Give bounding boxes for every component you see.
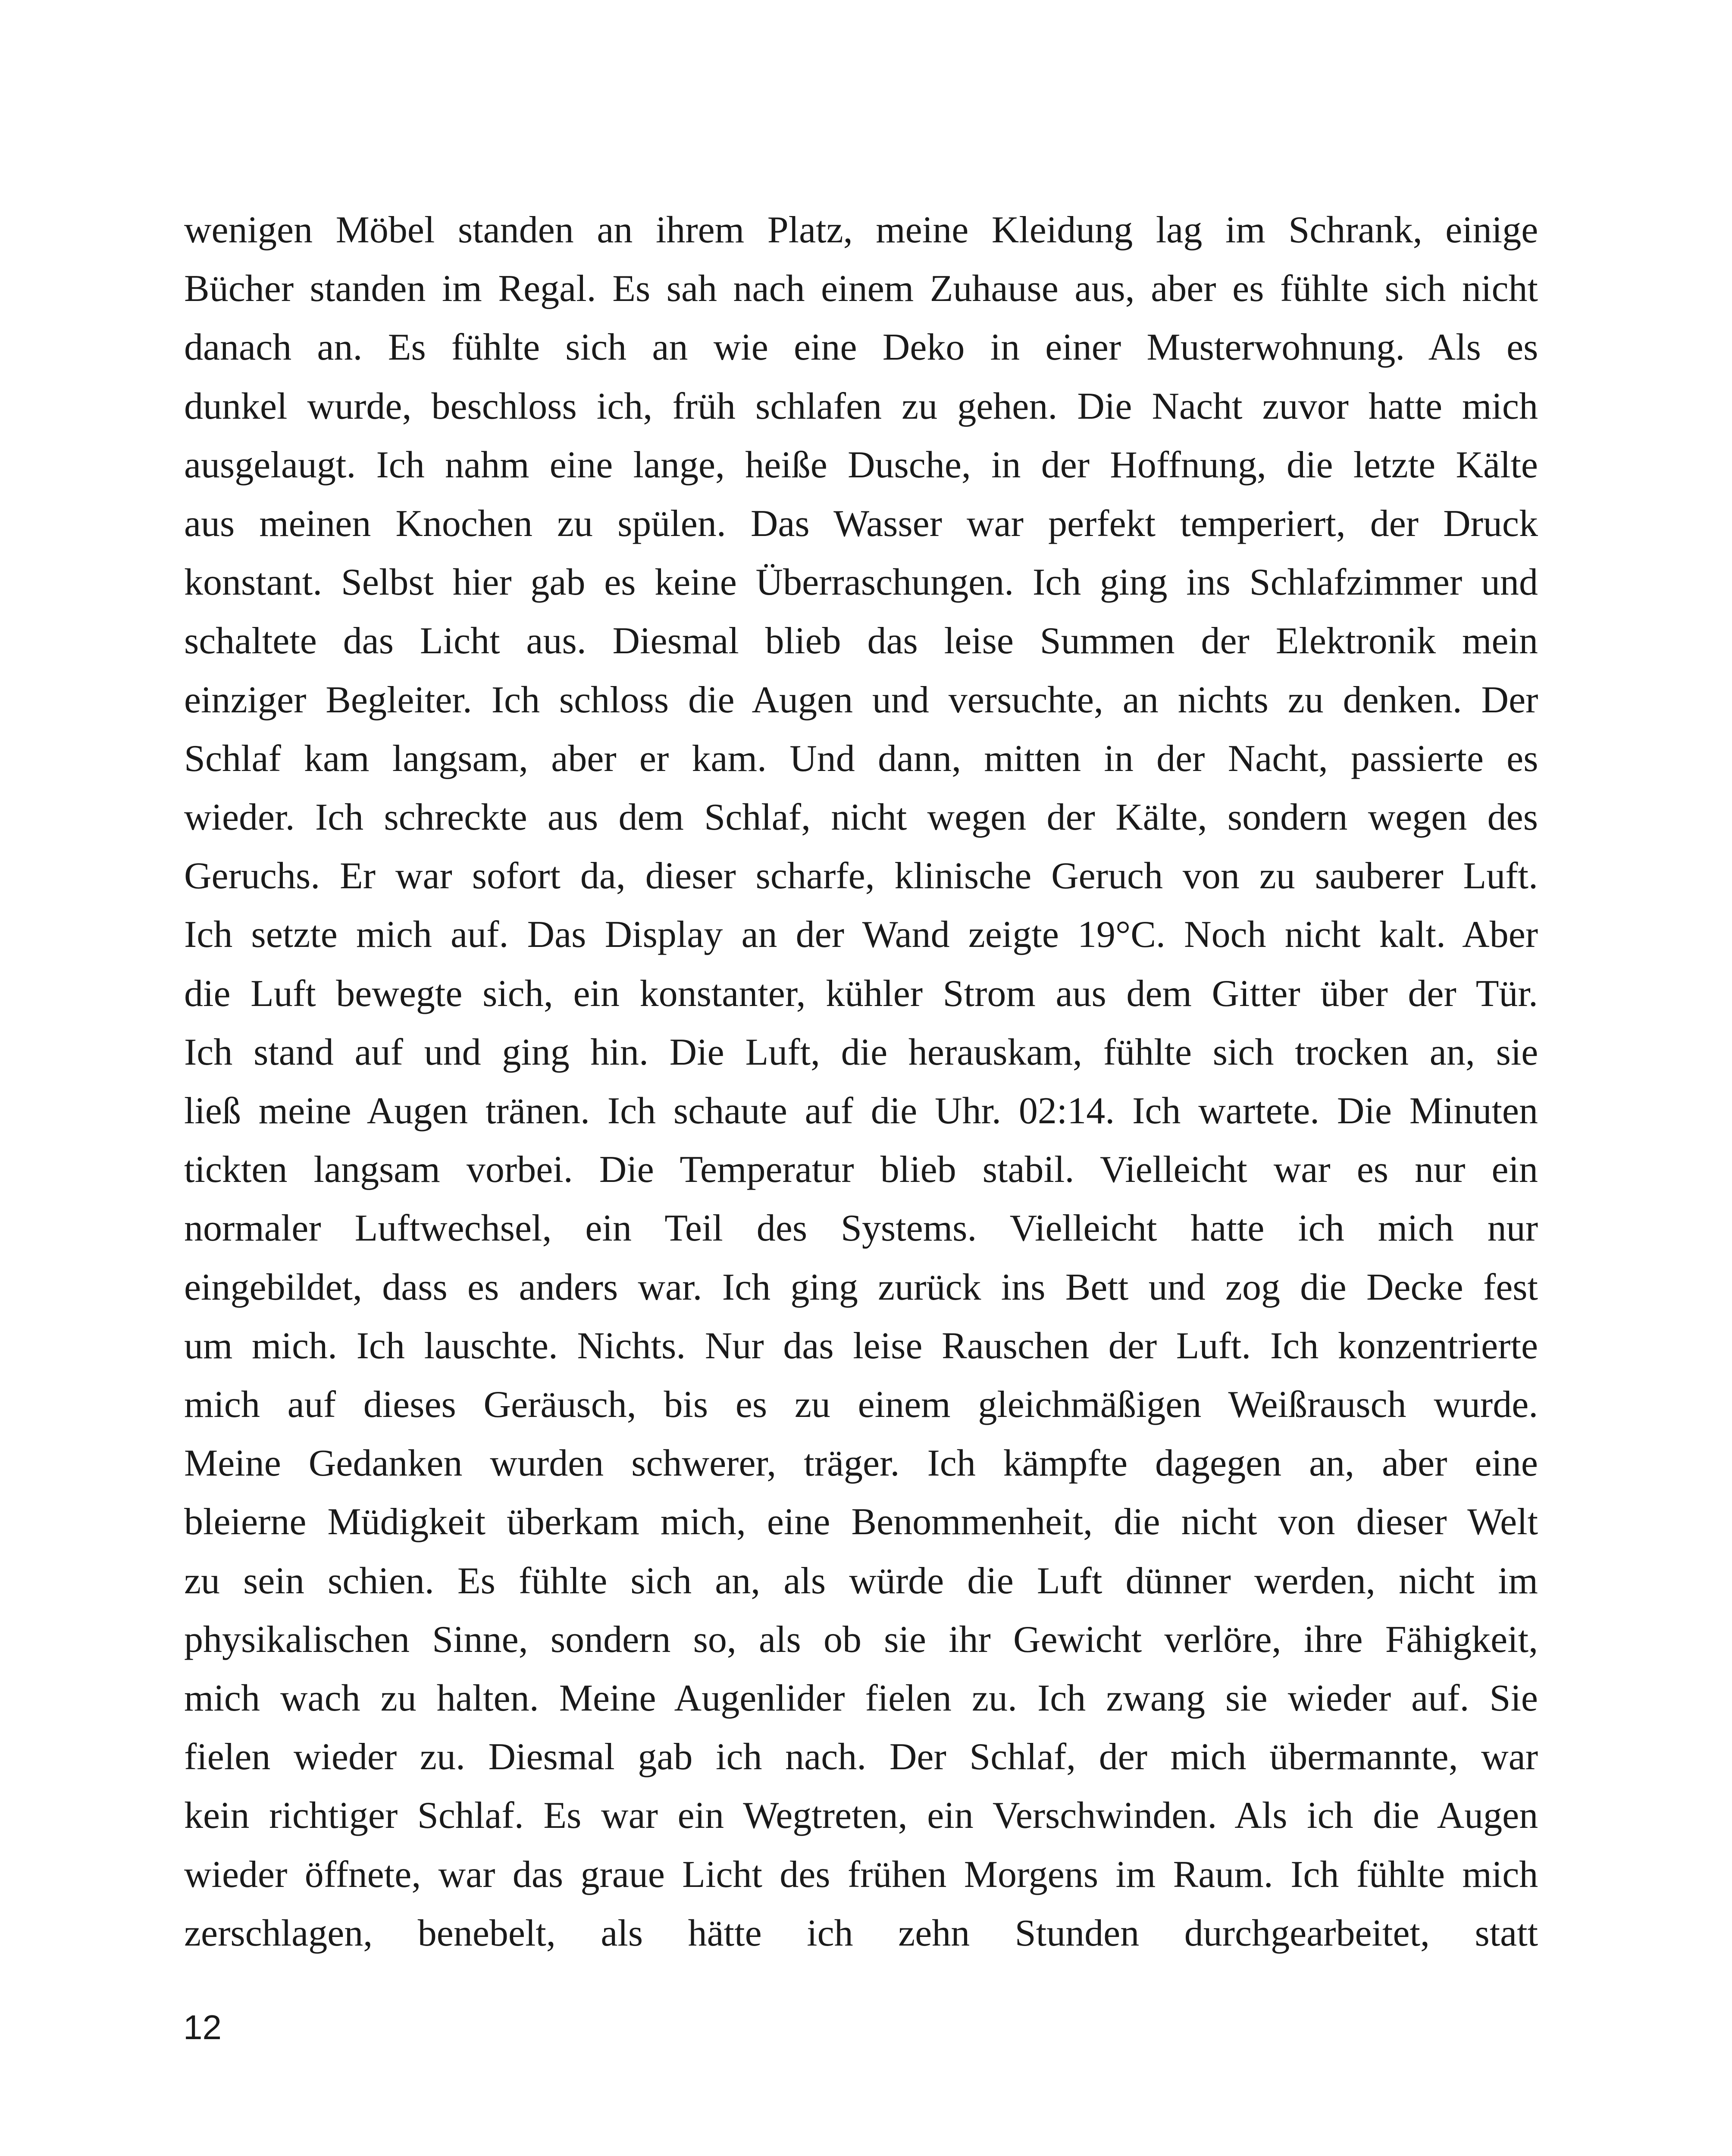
text-line: mich wach zu halten. Meine Augenlider fielen zu. Ich zwang sie wieder auf. Sie	[184, 1677, 1538, 1720]
text-line: Ich setzte mich auf. Das Display an der Wand zeigte 19°C. Noch nicht kalt. Aber	[184, 914, 1538, 956]
body-text	[184, 201, 1538, 1963]
text-line: wenigen Möbel standen an ihrem Platz, meine Kleidung lag im Schrank, einige	[184, 209, 1538, 251]
text-line: konstant. Selbst hier gab es keine Überraschungen. Ich ging ins Schlafzimmer und	[184, 561, 1538, 604]
text-line: Bücher standen im Regal. Es sah nach einem Zuhause aus, aber es fühlte sich nicht	[184, 268, 1538, 310]
text-line: einziger Begleiter. Ich schloss die Augen und versuchte, an nichts zu denken. Der	[184, 679, 1538, 721]
text-line: zu sein schien. Es fühlte sich an, als würde die Luft dünner werden, nicht im	[184, 1560, 1538, 1602]
text-line: danach an. Es fühlte sich an wie eine Deko in einer Musterwohnung. Als es	[184, 326, 1538, 369]
text-line: Ich stand auf und ging hin. Die Luft, die herauskam, fühlte sich trocken an, sie	[184, 1031, 1538, 1073]
text-line: fielen wieder zu. Diesmal gab ich nach. Der Schlaf, der mich übermannte, war	[184, 1736, 1538, 1778]
text-line: Schlaf kam langsam, aber er kam. Und dann, mitten in der Nacht, passierte es	[184, 737, 1538, 780]
text-line: wieder. Ich schreckte aus dem Schlaf, nicht wegen der Kälte, sondern wegen des	[184, 796, 1538, 839]
text-line: die Luft bewegte sich, ein konstanter, kühler Strom aus dem Gitter über der Tür.	[184, 972, 1538, 1015]
text-line: schaltete das Licht aus. Diesmal blieb das leise Summen der Elektronik mein	[184, 620, 1538, 662]
text-line: Meine Gedanken wurden schwerer, träger. Ich kämpfte dagegen an, aber eine	[184, 1442, 1538, 1485]
text-line: ließ meine Augen tränen. Ich schaute auf die Uhr. 02:14. Ich wartete. Die Minuten	[184, 1090, 1538, 1132]
text-line: mich auf dieses Geräusch, bis es zu einem gleichmäßigen Weißrausch wurde.	[184, 1384, 1538, 1426]
text-line: bleierne Müdigkeit überkam mich, eine Benommenheit, die nicht von dieser Welt	[184, 1501, 1538, 1543]
text-line: eingebildet, dass es anders war. Ich ging zurück ins Bett und zog die Decke fest	[184, 1266, 1538, 1308]
text-line: normaler Luftwechsel, ein Teil des Systems. Vielleicht hatte ich mich nur	[184, 1207, 1538, 1250]
text-line: wieder öffnete, war das graue Licht des frühen Morgens im Raum. Ich fühlte mich	[184, 1853, 1538, 1896]
text-line: zerschlagen, benebelt, als hätte ich zehn Stunden durchgearbeitet, statt	[184, 1912, 1538, 1954]
text-line: physikalischen Sinne, sondern so, als ob sie ihr Gewicht verlöre, ihre Fähigkeit,	[184, 1618, 1538, 1661]
text-line: aus meinen Knochen zu spülen. Das Wasser war perfekt temperiert, der Druck	[184, 503, 1538, 545]
text-line: um mich. Ich lauschte. Nichts. Nur das leise Rauschen der Luft. Ich konzentrierte	[184, 1325, 1538, 1367]
text-line: tickten langsam vorbei. Die Temperatur blieb stabil. Vielleicht war es nur ein	[184, 1149, 1538, 1191]
text-line: kein richtiger Schlaf. Es war ein Wegtreten, ein Verschwinden. Als ich die Augen	[184, 1795, 1538, 1837]
text-line: dunkel wurde, beschloss ich, früh schlafen zu gehen. Die Nacht zuvor hatte mich	[184, 385, 1538, 427]
text-line: Geruchs. Er war sofort da, dieser scharfe, klinische Geruch von zu sauberer Luft.	[184, 855, 1538, 897]
text-line: ausgelaugt. Ich nahm eine lange, heiße Dusche, in der Hoffnung, die letzte Kälte	[184, 444, 1538, 486]
page-number: 12	[183, 2008, 222, 2046]
